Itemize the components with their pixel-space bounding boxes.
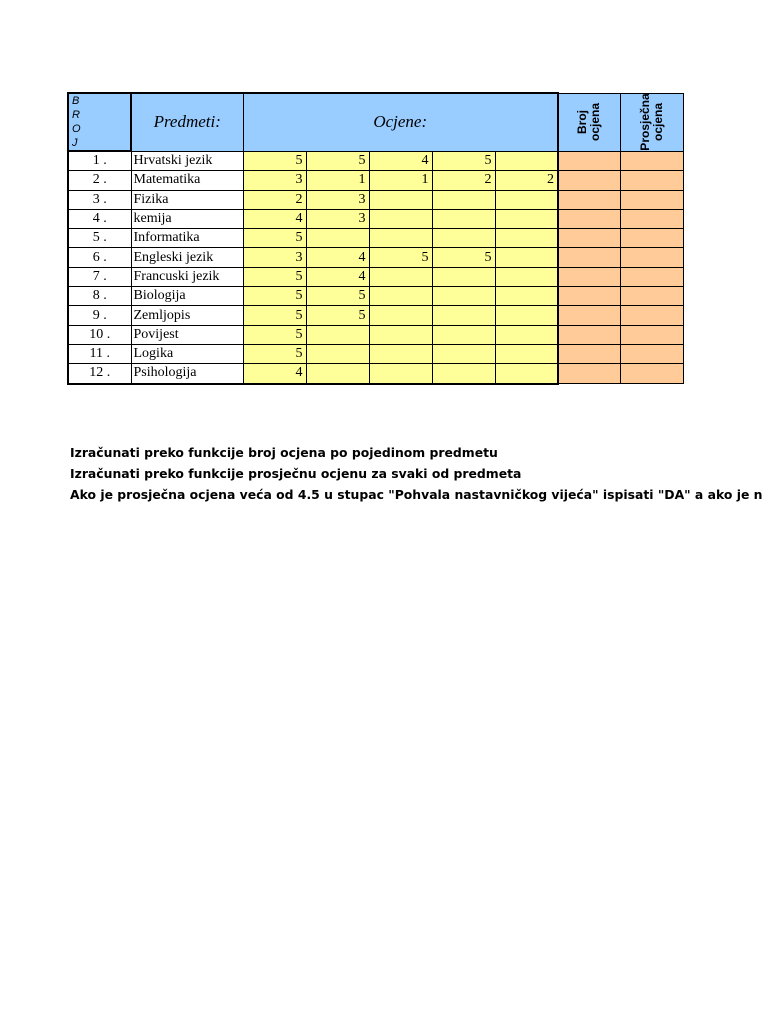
subject-cell[interactable]: Biologija bbox=[131, 287, 243, 306]
broj-ocjena-cell[interactable] bbox=[558, 364, 620, 384]
grade-cell[interactable]: 1 bbox=[369, 171, 432, 190]
grade-cell[interactable] bbox=[495, 267, 558, 286]
grade-cell[interactable] bbox=[369, 325, 432, 344]
grade-cell[interactable] bbox=[495, 344, 558, 363]
grade-cell[interactable] bbox=[432, 344, 495, 363]
grade-cell[interactable] bbox=[495, 325, 558, 344]
row-number-cell[interactable]: 3 . bbox=[68, 190, 131, 209]
broj-ocjena-cell[interactable] bbox=[558, 248, 620, 267]
row-number-cell[interactable]: 7 . bbox=[68, 267, 131, 286]
grade-cell[interactable] bbox=[495, 364, 558, 384]
table-row bbox=[68, 209, 683, 228]
broj-ocjena-cell[interactable] bbox=[558, 344, 620, 363]
prosjecna-ocjena-cell[interactable] bbox=[620, 325, 683, 344]
broj-ocjena-cell[interactable] bbox=[558, 287, 620, 306]
grade-cell[interactable] bbox=[369, 287, 432, 306]
grade-cell[interactable] bbox=[369, 209, 432, 228]
broj-ocjena-line: ocjena bbox=[588, 102, 603, 142]
broj-letter: B bbox=[72, 95, 80, 107]
grade-cell[interactable] bbox=[369, 229, 432, 248]
broj-ocjena-line: Broj bbox=[575, 110, 590, 135]
prosjecna-ocjena-cell[interactable] bbox=[620, 209, 683, 228]
grade-cell[interactable] bbox=[432, 209, 495, 228]
grade-cell[interactable]: 5 bbox=[306, 151, 369, 171]
grade-cell[interactable]: 5 bbox=[432, 248, 495, 267]
row-number-cell[interactable]: 9 . bbox=[68, 306, 131, 325]
table-row bbox=[68, 267, 683, 286]
grade-cell[interactable] bbox=[369, 364, 432, 384]
table-row bbox=[68, 229, 683, 248]
header-row bbox=[68, 93, 683, 151]
grade-cell[interactable]: 5 bbox=[243, 151, 306, 171]
broj-ocjena-cell[interactable] bbox=[558, 306, 620, 325]
grade-cell[interactable]: 5 bbox=[243, 325, 306, 344]
grade-cell[interactable]: 5 bbox=[306, 306, 369, 325]
grade-cell[interactable]: 5 bbox=[243, 344, 306, 363]
row-number-cell[interactable]: 5 . bbox=[68, 229, 131, 248]
row-number-cell[interactable]: 1 . bbox=[68, 151, 131, 171]
row-number-cell[interactable]: 6 . bbox=[68, 248, 131, 267]
table-row bbox=[68, 248, 683, 267]
grade-cell[interactable] bbox=[369, 344, 432, 363]
grade-cell[interactable]: 5 bbox=[432, 151, 495, 171]
subject-cell[interactable]: Logika bbox=[131, 344, 243, 363]
row-number-cell[interactable]: 4 . bbox=[68, 209, 131, 228]
grade-cell[interactable] bbox=[432, 190, 495, 209]
header-broj[interactable] bbox=[68, 93, 131, 151]
grade-cell[interactable] bbox=[495, 306, 558, 325]
grade-cell[interactable]: 4 bbox=[243, 364, 306, 384]
header-ocjene[interactable]: Ocjene: bbox=[243, 93, 558, 151]
row-number-cell[interactable]: 2 . bbox=[68, 171, 131, 190]
grade-cell[interactable] bbox=[495, 151, 558, 171]
prosjecna-ocjena-cell[interactable] bbox=[620, 306, 683, 325]
row-number-cell[interactable]: 12 . bbox=[68, 364, 131, 384]
prosjecna-ocjena-cell[interactable] bbox=[620, 171, 683, 190]
table-row bbox=[68, 344, 683, 363]
prosjecna-ocjena-cell[interactable] bbox=[620, 229, 683, 248]
grade-cell[interactable]: 3 bbox=[306, 190, 369, 209]
grade-cell[interactable]: 3 bbox=[243, 171, 306, 190]
prosjecna-ocjena-cell[interactable] bbox=[620, 364, 683, 384]
instruction-line: Izračunati preko funkcije broj ocjena po pojedinom predmetu bbox=[70, 445, 498, 460]
grade-cell[interactable]: 5 bbox=[243, 287, 306, 306]
grade-cell[interactable]: 5 bbox=[243, 306, 306, 325]
grade-cell[interactable] bbox=[369, 267, 432, 286]
header-prosjecna-ocjena[interactable] bbox=[620, 93, 683, 151]
prosjecna-ocjena-cell[interactable] bbox=[620, 287, 683, 306]
row-number-cell[interactable]: 10 . bbox=[68, 325, 131, 344]
grade-cell[interactable] bbox=[369, 306, 432, 325]
grade-cell[interactable]: 2 bbox=[432, 171, 495, 190]
row-number-cell[interactable]: 8 . bbox=[68, 287, 131, 306]
grade-cell[interactable] bbox=[432, 229, 495, 248]
grade-cell[interactable]: 5 bbox=[369, 248, 432, 267]
subject-cell[interactable]: Fizika bbox=[131, 190, 243, 209]
row-number-cell[interactable]: 11 . bbox=[68, 344, 131, 363]
broj-ocjena-cell[interactable] bbox=[558, 151, 620, 171]
grade-cell[interactable] bbox=[495, 248, 558, 267]
grade-cell[interactable] bbox=[432, 287, 495, 306]
grade-cell[interactable] bbox=[306, 229, 369, 248]
grade-cell[interactable] bbox=[495, 209, 558, 228]
subject-cell[interactable]: Hrvatski jezik bbox=[131, 151, 243, 171]
grade-cell[interactable]: 4 bbox=[243, 209, 306, 228]
subject-cell[interactable]: Matematika bbox=[131, 171, 243, 190]
broj-ocjena-cell[interactable] bbox=[558, 190, 620, 209]
subject-cell[interactable]: Informatika bbox=[131, 229, 243, 248]
grade-cell[interactable]: 4 bbox=[306, 267, 369, 286]
broj-ocjena-cell[interactable] bbox=[558, 171, 620, 190]
prosjecna-ocjena-cell[interactable] bbox=[620, 151, 683, 171]
broj-ocjena-cell[interactable] bbox=[558, 267, 620, 286]
grade-cell[interactable] bbox=[369, 190, 432, 209]
grade-cell[interactable] bbox=[432, 306, 495, 325]
broj-ocjena-cell[interactable] bbox=[558, 325, 620, 344]
grade-cell[interactable]: 5 bbox=[243, 229, 306, 248]
subject-cell[interactable]: Engleski jezik bbox=[131, 248, 243, 267]
grade-cell[interactable] bbox=[432, 267, 495, 286]
subject-cell[interactable]: Psihologija bbox=[131, 364, 243, 384]
header-broj-ocjena[interactable] bbox=[558, 93, 620, 151]
grade-cell[interactable]: 4 bbox=[306, 248, 369, 267]
table-row bbox=[68, 151, 683, 171]
broj-ocjena-cell[interactable] bbox=[558, 229, 620, 248]
subject-cell[interactable]: kemija bbox=[131, 209, 243, 228]
prosjecna-ocjena-line: Prosječna bbox=[637, 93, 652, 151]
grade-cell[interactable] bbox=[306, 344, 369, 363]
grade-cell[interactable] bbox=[495, 190, 558, 209]
grade-cell[interactable]: 2 bbox=[495, 171, 558, 190]
grade-cell[interactable]: 5 bbox=[243, 267, 306, 286]
grade-cell[interactable]: 3 bbox=[243, 248, 306, 267]
table-row bbox=[68, 171, 683, 190]
table-row bbox=[68, 190, 683, 209]
prosjecna-ocjena-cell[interactable] bbox=[620, 248, 683, 267]
prosjecna-ocjena-line: ocjena bbox=[650, 103, 665, 142]
grade-cell[interactable]: 1 bbox=[306, 171, 369, 190]
prosjecna-ocjena-cell[interactable] bbox=[620, 267, 683, 286]
grade-cell[interactable] bbox=[432, 364, 495, 384]
instructions bbox=[70, 442, 763, 505]
grade-cell[interactable]: 4 bbox=[369, 151, 432, 171]
grade-cell[interactable] bbox=[432, 325, 495, 344]
subject-cell[interactable]: Zemljopis bbox=[131, 306, 243, 325]
instruction-line: Izračunati preko funkcije prosječnu ocjenu za svaki od predmeta bbox=[70, 466, 522, 481]
prosjecna-ocjena-cell[interactable] bbox=[620, 344, 683, 363]
grade-cell[interactable] bbox=[306, 325, 369, 344]
grades-table bbox=[67, 92, 684, 385]
grade-cell[interactable]: 3 bbox=[306, 209, 369, 228]
grade-cell[interactable] bbox=[495, 229, 558, 248]
instruction-line: Ako je prosječna ocjena veća od 4.5 u stupac "Pohvala nastavničkog vijeća" ispisati "DA" a ako je n bbox=[70, 487, 763, 502]
subject-cell[interactable]: Francuski jezik bbox=[131, 267, 243, 286]
broj-letter: R bbox=[72, 109, 80, 121]
grade-cell[interactable]: 5 bbox=[306, 287, 369, 306]
grade-cell[interactable] bbox=[306, 364, 369, 384]
subject-cell[interactable]: Povijest bbox=[131, 325, 243, 344]
broj-letter: J bbox=[72, 137, 78, 149]
grades-sheet bbox=[67, 92, 684, 385]
table-row bbox=[68, 287, 683, 306]
broj-ocjena-cell[interactable] bbox=[558, 209, 620, 228]
table-row bbox=[68, 364, 683, 384]
prosjecna-ocjena-cell[interactable] bbox=[620, 190, 683, 209]
table-row bbox=[68, 306, 683, 325]
header-predmeti[interactable]: Predmeti: bbox=[131, 93, 243, 151]
table-row bbox=[68, 325, 683, 344]
broj-letter: O bbox=[72, 123, 81, 135]
grade-cell[interactable]: 2 bbox=[243, 190, 306, 209]
grade-cell[interactable] bbox=[495, 287, 558, 306]
